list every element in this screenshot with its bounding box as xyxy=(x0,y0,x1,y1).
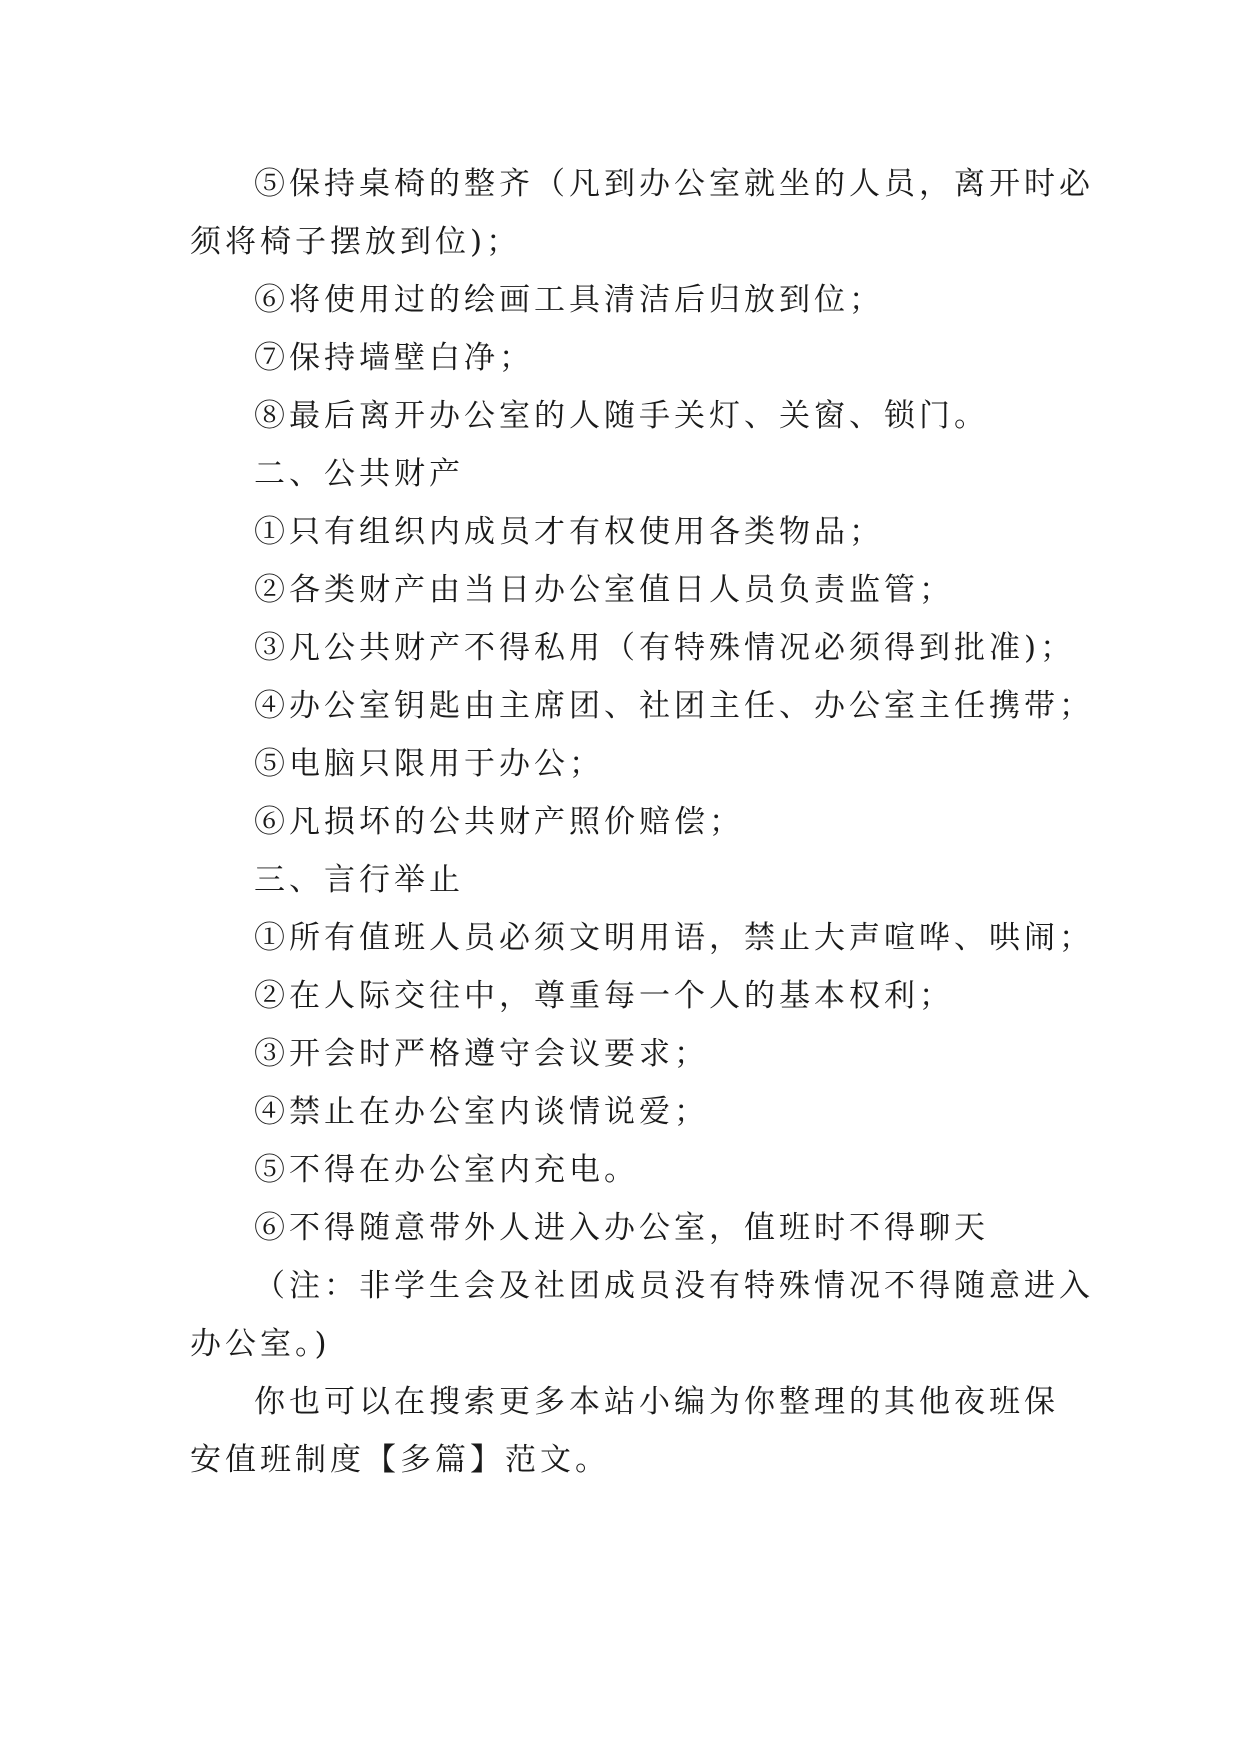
document-body xyxy=(190,155,1094,1489)
list-item-last-leave: ⑧最后离开办公室的人随手关灯、关窗、锁门。 xyxy=(254,398,989,434)
list-item-supervision: ②各类财产由当日办公室值日人员负责监管； xyxy=(254,572,954,608)
list-item-members-only: ①只有组织内成员才有权使用各类物品； xyxy=(254,514,884,550)
note-paragraph-continued: 办公室。) xyxy=(190,1326,331,1362)
list-item-keep-desks-tidy-continued: 须将椅子摆放到位)； xyxy=(190,224,522,260)
list-item-meeting-rules: ③开会时严格遵守会议要求； xyxy=(254,1036,709,1072)
list-item-respect: ②在人际交往中，尊重每一个人的基本权利； xyxy=(254,978,954,1014)
list-item-clean-tools: ⑥将使用过的绘画工具清洁后归放到位； xyxy=(254,282,884,318)
closing-paragraph: 你也可以在搜索更多本站小编为你整理的其他夜班保 xyxy=(254,1384,1059,1420)
section-heading-public-property: 二、公共财产 xyxy=(254,456,464,492)
list-item-civil-language: ①所有值班人员必须文明用语，禁止大声喧哗、哄闹； xyxy=(254,920,1094,956)
note-paragraph: （注：非学生会及社团成员没有特殊情况不得随意进入 xyxy=(254,1268,1094,1304)
list-item-no-outsiders: ⑥不得随意带外人进入办公室，值班时不得聊天 xyxy=(254,1210,989,1246)
list-item-keep-desks-tidy: ⑤保持桌椅的整齐（凡到办公室就坐的人员，离开时必 xyxy=(254,166,1094,202)
list-item-no-charging: ⑤不得在办公室内充电。 xyxy=(254,1152,639,1188)
list-item-no-romance: ④禁止在办公室内谈情说爱； xyxy=(254,1094,709,1130)
list-item-no-private-use: ③凡公共财产不得私用（有特殊情况必须得到批准)； xyxy=(254,630,1076,666)
list-item-compensation: ⑥凡损坏的公共财产照价赔偿； xyxy=(254,804,744,840)
list-item-keep-walls-clean: ⑦保持墙壁白净； xyxy=(254,340,534,376)
list-item-computer-use: ⑤电脑只限用于办公； xyxy=(254,746,604,782)
closing-paragraph-continued: 安值班制度【多篇】范文。 xyxy=(190,1442,610,1478)
list-item-keys: ④办公室钥匙由主席团、社团主任、办公室主任携带； xyxy=(254,688,1094,724)
section-heading-conduct: 三、言行举止 xyxy=(254,862,464,898)
